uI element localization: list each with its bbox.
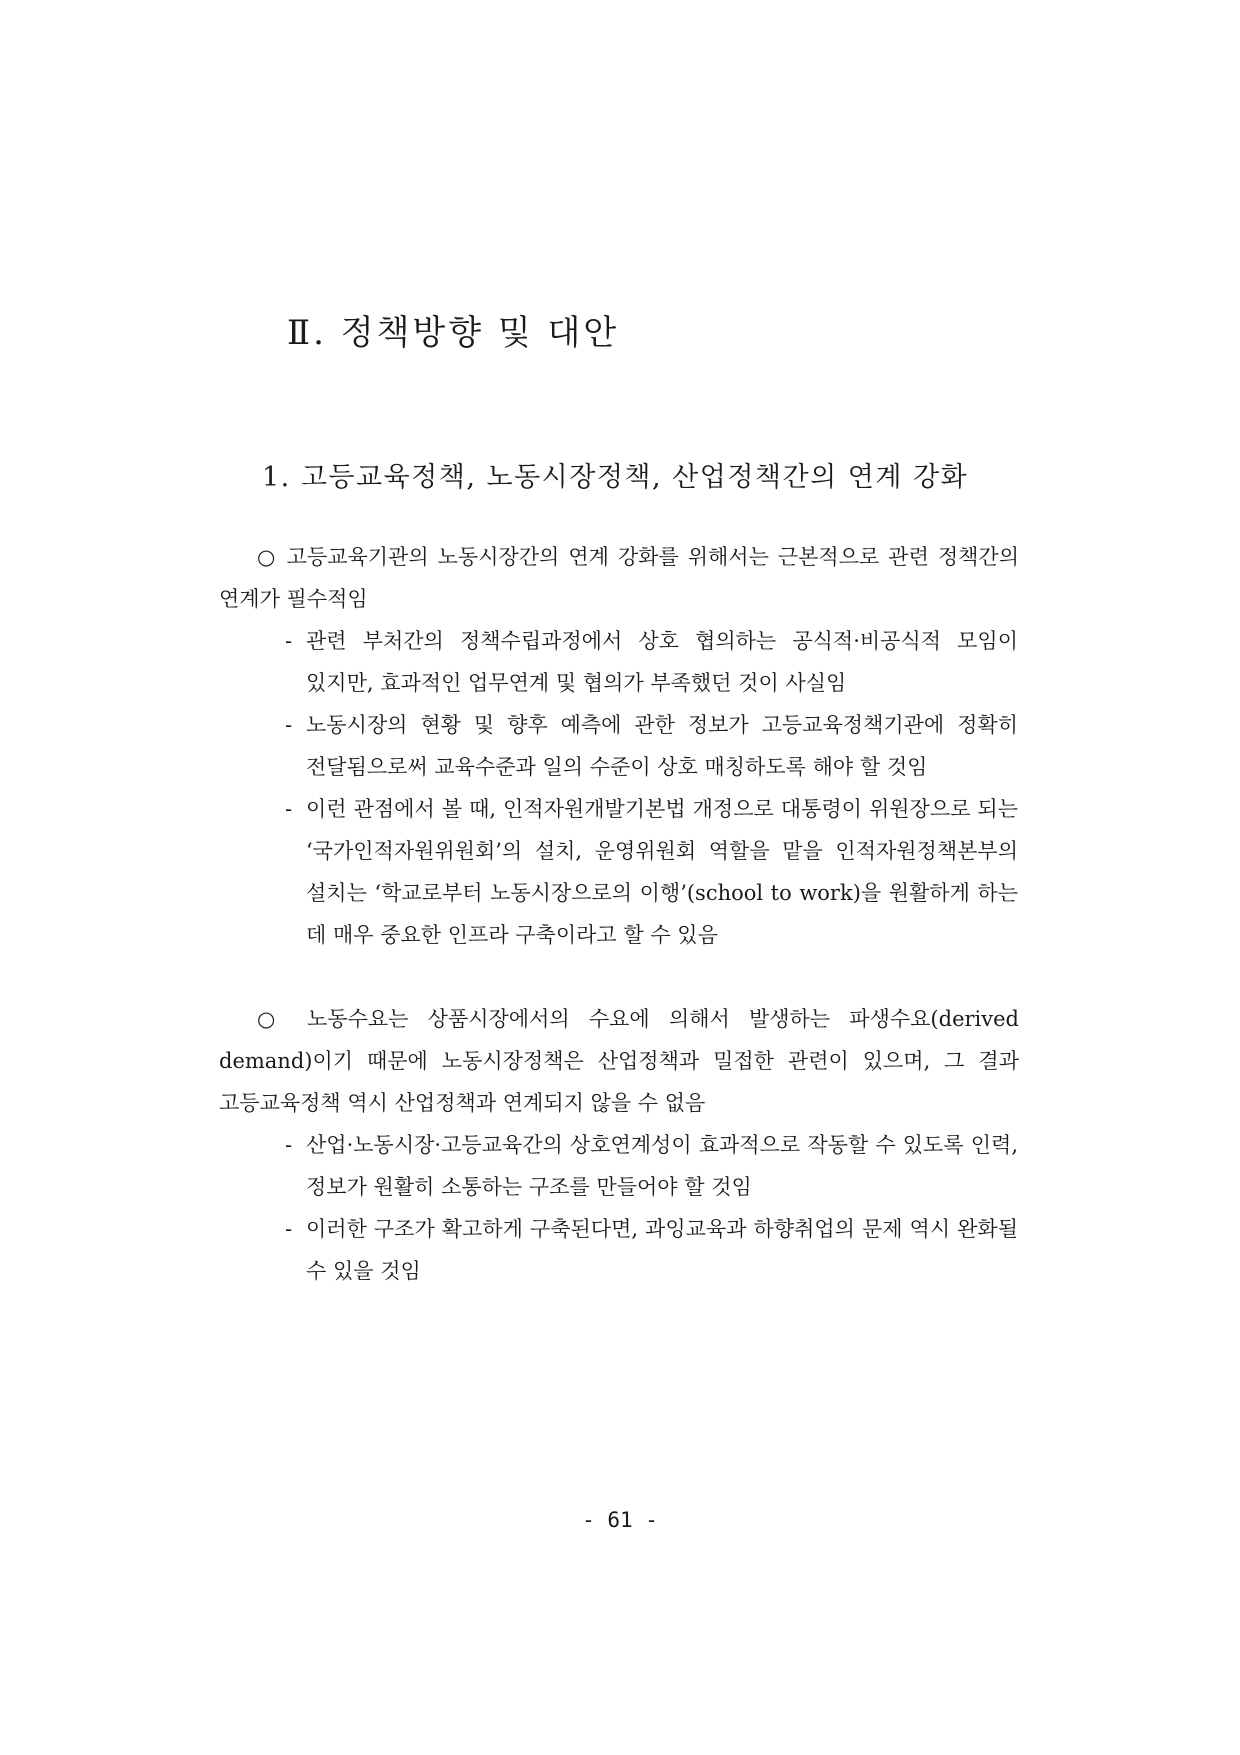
list-item [285, 704, 1018, 788]
dash-marker: - [285, 1133, 293, 1157]
list-item-text: 산업·노동시장·고등교육간의 상호연계성이 효과적으로 작동할 수 있도록 인력, 정보가 원활히 소통하는 구조를 만들어야 할 것임 [306, 1133, 1018, 1199]
document-body [219, 536, 1019, 1292]
list-item [285, 788, 1018, 956]
list-item [285, 620, 1018, 704]
list-item-text: 관련 부처간의 정책수립과정에서 상호 협의하는 공식적·비공식적 모임이 있지만, 효과적인 업무연계 및 협의가 부족했던 것이 사실임 [306, 629, 1018, 695]
list-item [285, 1208, 1018, 1292]
bullet-list-2 [219, 1124, 1019, 1292]
list-item [285, 1124, 1018, 1208]
paragraph-2: ○ 노동수요는 상품시장에서의 수요에 의해서 발생하는 파생수요(derived demand)이기 때문에 노동시장정책은 산업정책과 밀접한 관련이 있으며, 그 결과 고등교육정책 역시 산업정책과 연계되지 않을 수 없음 [219, 1007, 1019, 1115]
paragraph-gap [219, 956, 1019, 998]
list-item-text: 이러한 구조가 확고하게 구축된다면, 과잉교육과 하향취업의 문제 역시 완화될 수 있을 것임 [306, 1217, 1018, 1283]
dash-marker: - [285, 1217, 293, 1241]
dash-marker: - [285, 629, 293, 653]
list-item-text: 이런 관점에서 볼 때, 인적자원개발기본법 개정으로 대통령이 위원장으로 되는 ‘국가인적자원위원회’의 설치, 운영위원회 역할을 맡을 인적자원정책본부의 설치는 ‘학교로부터 노동시장으로의 이행’(school to work)을 원활하게 하는 데 매우 중요한 인프라 구축이라고 할 수 있음 [306, 797, 1018, 947]
list-item-text: 노동시장의 현황 및 향후 예측에 관한 정보가 고등교육정책기관에 정확히 전달됨으로써 교육수준과 일의 수준이 상호 매칭하도록 해야 할 것임 [306, 713, 1018, 779]
section-title: 1. 고등교육정책, 노동시장정책, 산업정책간의 연계 강화 [262, 462, 969, 493]
paragraph-1: ○ 고등교육기관의 노동시장간의 연계 강화를 위해서는 근본적으로 관련 정책간의 연계가 필수적임 [219, 545, 1019, 611]
dash-marker: - [285, 713, 293, 737]
dash-marker: - [285, 797, 293, 821]
chapter-title: Ⅱ. 정책방향 및 대안 [287, 313, 620, 353]
bullet-list-1 [219, 620, 1019, 956]
page-number: - 61 - [582, 1508, 658, 1532]
